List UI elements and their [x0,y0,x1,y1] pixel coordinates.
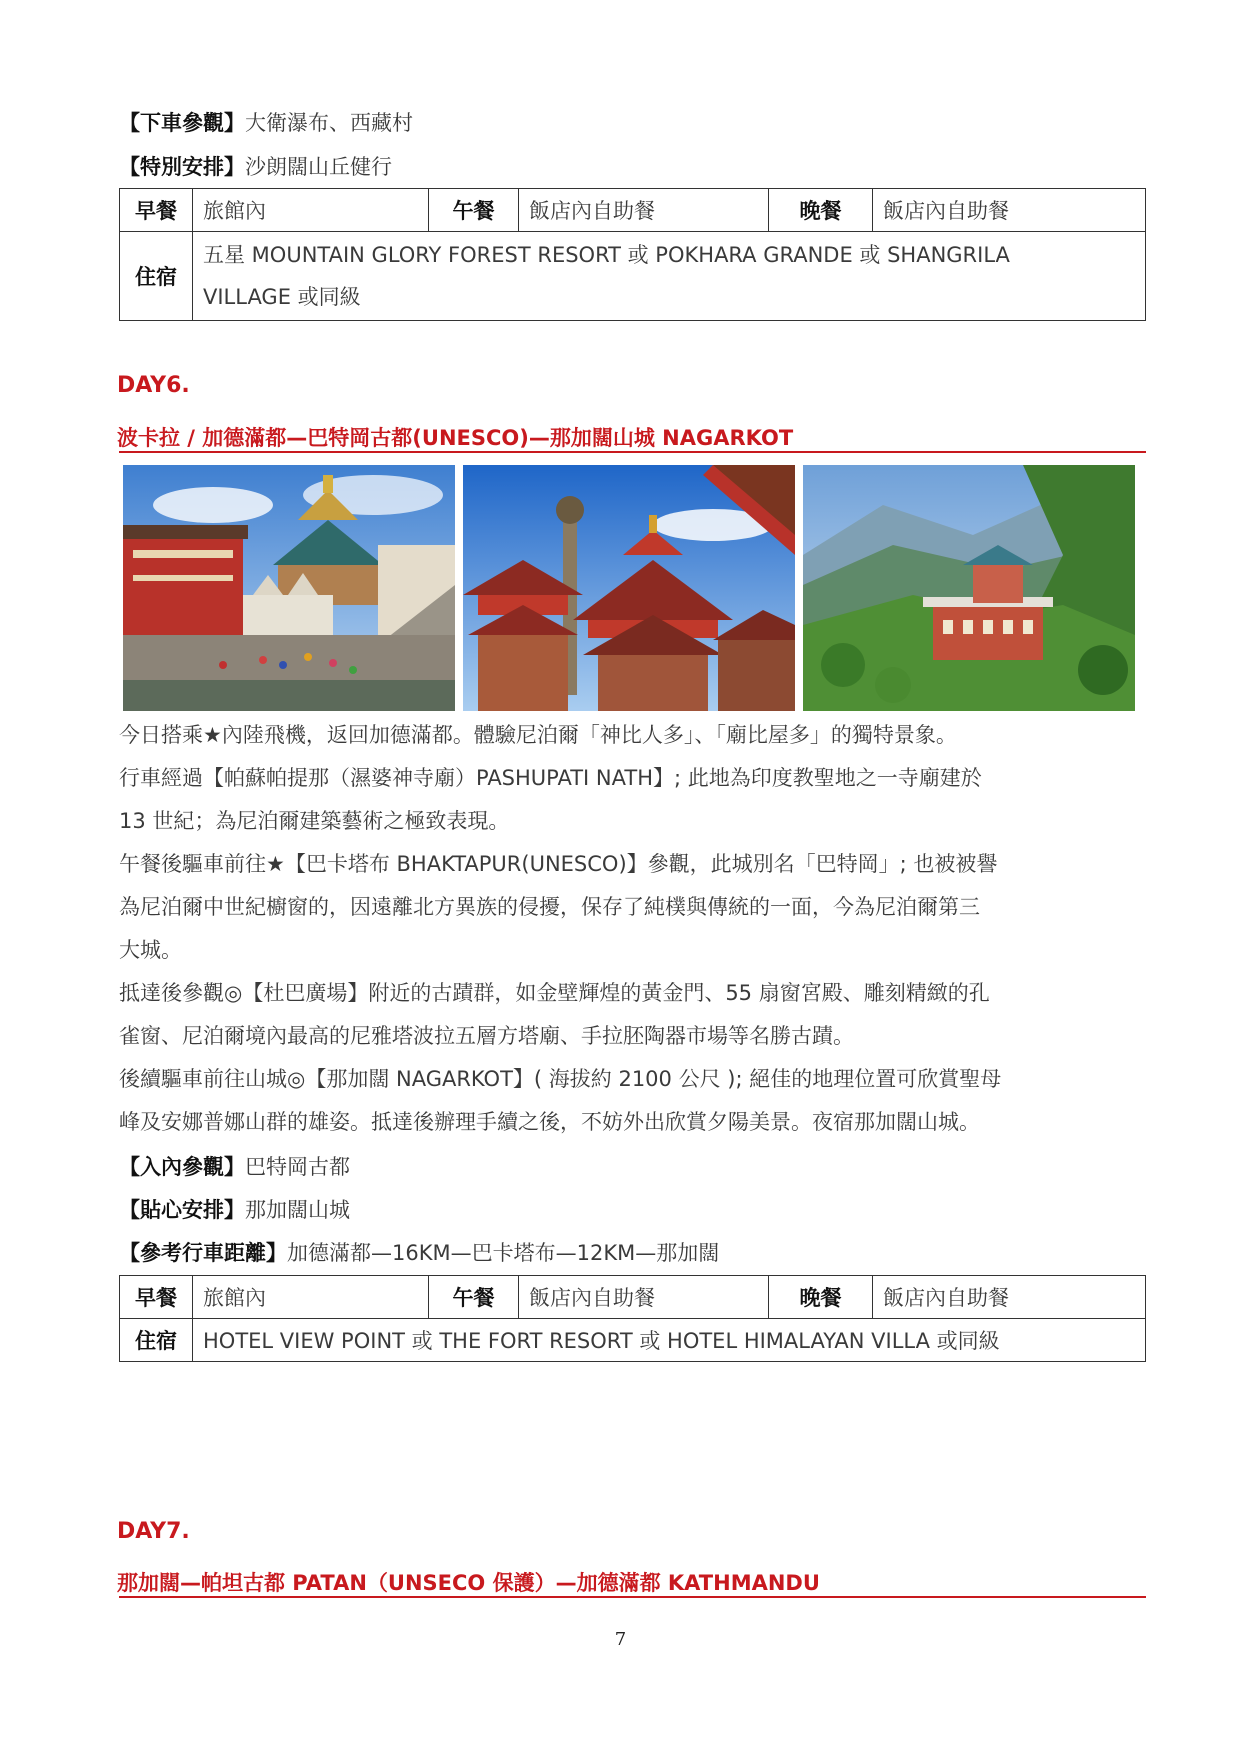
meal-row [120,189,1146,232]
day6-paragraph-line: 後續驅車前往山城◎【那加闊 NAGARKOT】( 海拔約 2100 公尺 ); 絕佳的地理位置可欣賞聖母 [119,1067,1002,1091]
entry-visit-text: 巴特岡古都 [245,1155,350,1179]
day6-paragraph-line: 雀窗、尼泊爾境內最高的尼雅塔波拉五層方塔廟、手拉胚陶器市場等名勝古蹟。 [119,1024,854,1048]
day7-route-title: 那加闊—帕坦古都 PATAN（UNSECO 保護）—加德滿都 KATHMANDU [117,1571,820,1595]
hotel-label: 住宿 [120,232,193,321]
day6-paragraph-line: 峰及安娜普娜山群的雄姿。抵達後辦理手續之後，不妨外出欣賞夕陽美景。夜宿那加闊山城。 [119,1110,980,1134]
entry-visit-line [119,1154,350,1180]
special-arrangement-line [119,154,392,180]
photo-nagarkot-hills [803,465,1135,711]
dinner-value: 飯店內自助餐 [873,1276,1146,1319]
day6-route-title: 波卡拉 / 加德滿都—巴特岡古都(UNESCO)—那加闊山城 NAGARKOT [117,426,794,450]
day6-paragraph-line: 行車經過【帕蘇帕提那（濕婆神寺廟）PASHUPATI NATH】; 此地為印度教聖地之一寺廟建於 [119,766,982,790]
thoughtful-arrangement-line [119,1197,350,1223]
meal-table-day6 [119,1275,1146,1362]
meal-row [120,1276,1146,1319]
day6-paragraph-line: 抵達後參觀◎【杜巴廣場】附近的古蹟群，如金壁輝煌的黃金門、55 扇窗宮殿、雕刻精緻的孔 [119,981,990,1005]
hotel-value-line1: 五星 MOUNTAIN GLORY FOREST RESORT 或 POKHARA GRANDE 或 SHANGRILA [203,243,1010,267]
day6-paragraph-line: 13 世紀；為尼泊爾建築藝術之極致表現。 [119,809,510,833]
hotel-value-line2: VILLAGE 或同級 [203,285,361,309]
hotel-label: 住宿 [120,1319,193,1362]
day6-paragraph-line: 大城。 [119,938,182,962]
dinner-label: 晚餐 [769,1276,873,1319]
day6-paragraph-line: 午餐後驅車前往★【巴卡塔布 BHAKTAPUR(UNESCO)】參觀，此城別名「巴特岡」; 也被被譽 [119,852,998,876]
entry-visit-tag: 【入內參觀】 [119,1155,245,1179]
hotel-row [120,1319,1146,1362]
breakfast-value: 旅館內 [193,1276,429,1319]
dinner-label: 晚餐 [769,189,873,232]
hotel-value [193,232,1146,321]
day7-label: DAY7. [117,1519,190,1544]
lunch-value: 飯店內自助餐 [519,1276,769,1319]
day6-paragraph-line: 今日搭乘★內陸飛機，返回加德滿都。體驗尼泊爾「神比人多」、「廟比屋多」的獨特景象。 [119,723,957,747]
page-number: 7 [614,1629,627,1650]
hotel-value: HOTEL VIEW POINT 或 THE FORT RESORT 或 HOTEL HIMALAYAN VILLA 或同級 [193,1319,1146,1362]
dinner-value: 飯店內自助餐 [873,189,1146,232]
sightseeing-text: 大衛瀑布、西藏村 [245,111,413,135]
day6-paragraph-line: 為尼泊爾中世紀櫥窗的，因遠離北方異族的侵擾，保存了純樸與傳統的一面，今為尼泊爾第三 [119,895,980,919]
meal-table-day5 [119,188,1146,321]
breakfast-label: 早餐 [120,189,193,232]
day6-route-rule [119,451,1146,453]
photo-bhaktapur-temples [463,465,795,711]
sightseeing-line [119,110,413,136]
special-arrangement-text: 沙朗闊山丘健行 [245,155,392,179]
hotel-row [120,232,1146,321]
day7-route-rule [119,1596,1146,1598]
special-arrangement-tag: 【特別安排】 [119,155,245,179]
breakfast-label: 早餐 [120,1276,193,1319]
photo-pashupatinath [123,465,455,711]
driving-distance-text: 加德滿都—16KM—巴卡塔布—12KM—那加闊 [287,1241,720,1265]
thoughtful-arrangement-text: 那加闊山城 [245,1198,350,1222]
sightseeing-tag: 【下車參觀】 [119,111,245,135]
thoughtful-arrangement-tag: 【貼心安排】 [119,1198,245,1222]
day6-label: DAY6. [117,373,190,398]
driving-distance-tag: 【參考行車距離】 [119,1241,287,1265]
lunch-label: 午餐 [429,189,519,232]
lunch-value: 飯店內自助餐 [519,189,769,232]
day6-description [119,714,1149,1144]
driving-distance-line [119,1240,719,1266]
lunch-label: 午餐 [429,1276,519,1319]
breakfast-value: 旅館內 [193,189,429,232]
